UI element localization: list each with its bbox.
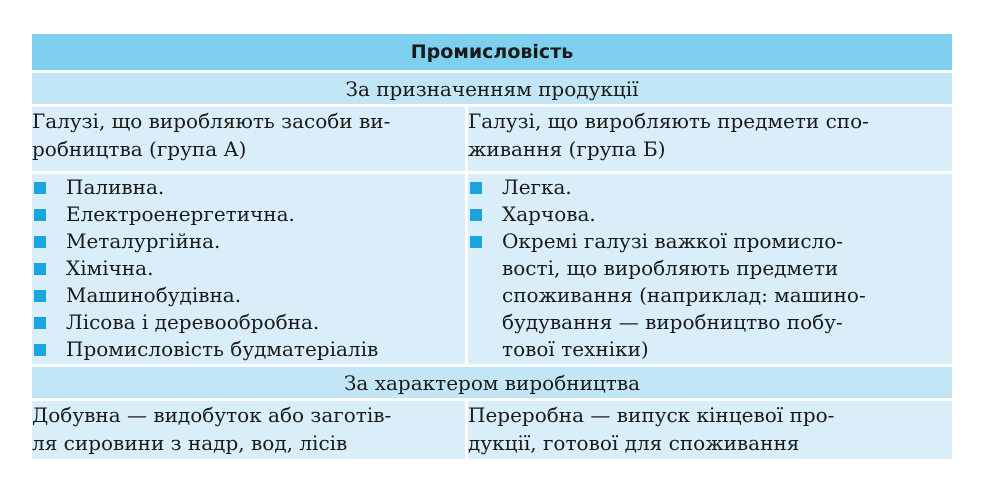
table-title: Промисловість xyxy=(31,33,954,72)
list-item: Хімічна. xyxy=(32,255,465,282)
group-b-list xyxy=(468,174,952,363)
square-bullet-icon xyxy=(34,317,46,329)
square-bullet-icon xyxy=(34,209,46,221)
group-a-list xyxy=(32,174,465,363)
list-item: Легка. xyxy=(468,174,952,201)
list-item: Машинобудівна. xyxy=(32,282,465,309)
group-b-heading-line: живання (група Б) xyxy=(468,137,666,161)
list-item: Металургійна. xyxy=(32,228,465,255)
list-item: Промисловість будматеріалів xyxy=(32,336,465,363)
group-a-heading xyxy=(31,106,467,173)
list-item: Харчова. xyxy=(468,201,952,228)
group-b-list-cell xyxy=(467,173,954,366)
group-b-heading-line: Галузі, що виробляють предмети спо- xyxy=(468,109,869,133)
square-bullet-icon xyxy=(34,236,46,248)
square-bullet-icon xyxy=(470,236,482,248)
list-item: Лісова і деревообробна. xyxy=(32,309,465,336)
list-item: Електроенергетична. xyxy=(32,201,465,228)
section-heading-purpose: За призначенням продукції xyxy=(31,72,954,106)
processing-cell: Переробна — випуск кінцевої про- дукції, готової для споживання xyxy=(467,400,954,461)
list-item-long: Окремі галузі важкої промисло- вості, що виробляють предмети споживання (наприклад: машино- будування — виробництво побу- тової техніки) xyxy=(468,228,952,363)
extractive-cell: Добувна — видобуток або заготів- ля сировини з надр, вод, лісів xyxy=(31,400,467,461)
square-bullet-icon xyxy=(34,263,46,275)
group-b-heading xyxy=(467,106,954,173)
group-a-heading-line: робництва (група А) xyxy=(32,137,247,161)
section-heading-character: За характером виробництва xyxy=(31,366,954,400)
group-a-list-cell xyxy=(31,173,467,366)
square-bullet-icon xyxy=(34,182,46,194)
square-bullet-icon xyxy=(34,290,46,302)
list-item: Паливна. xyxy=(32,174,465,201)
square-bullet-icon xyxy=(34,344,46,356)
group-a-heading-line: Галузі, що виробляють засоби ви- xyxy=(32,109,391,133)
square-bullet-icon xyxy=(470,182,482,194)
square-bullet-icon xyxy=(470,209,482,221)
industry-table xyxy=(29,31,955,462)
